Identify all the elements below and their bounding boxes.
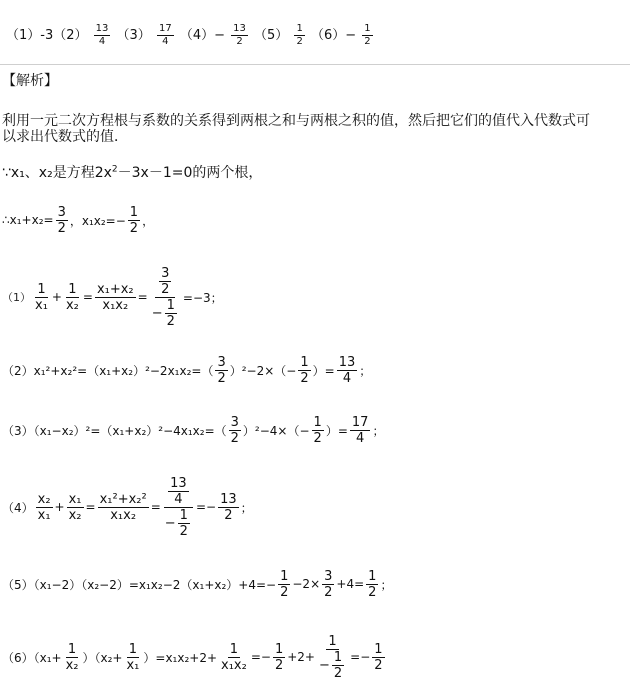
p1-term-1: $\frac{1}{\text{x₁}}$ (35, 281, 48, 313)
answer-5-label: （5） (254, 28, 289, 43)
answer-3-label: （3） (116, 28, 151, 43)
intro-line-2: 以求出代数式的值． (2, 129, 128, 145)
product-fraction: $\frac{1}{2}$ (129, 204, 139, 236)
answer-4-fraction: $\frac{13}{2}$ (233, 23, 246, 47)
answer-5-fraction: $\frac{1}{2}$ (296, 23, 303, 47)
answer-1-2-text: （1）-3（2） (6, 28, 88, 43)
part-4: （4） $\frac{\text{x₂}}{\text{x₁}}$ + $\frac{\text{x₁}}{\text{x₂}}$ = $\frac{\text{x₁²+x₂²}}{\text{x₁x₂}}$ = $\frac{13}{4}$ − $\frac{1}{2}$ =− $\frac{13}{2}$ ； (2, 475, 253, 539)
p4-complex-fraction: $\frac{13}{4}$ − $\frac{1}{2}$ (163, 477, 194, 538)
p6-complex-fraction: 1 − $\frac{1}{2}$ (318, 633, 343, 681)
part-5: （5）（x₁−2）（x₂−2）=x₁x₂−2（x₁+x₂）+4=− $\frac{1}{2}$ −2× $\frac{3}{2}$ +4= $\frac{1}{2}$ ； (2, 568, 393, 600)
answer-6-label: （6）− (310, 28, 357, 43)
given-statement: ∵x₁、x₂是方程$2x^2-3x-1=0$的两个根， (2, 164, 263, 181)
answer-6-fraction: $\frac{1}{2}$ (364, 23, 371, 47)
p1-term-2: $\frac{1}{\text{x₂}}$ (65, 281, 79, 313)
answer-line (6, 24, 375, 47)
part-2: （2）x₁²+x₂²=（x₁+x₂）²−2x₁x₂=（ $\frac{3}{2}$ ）²−2×（− $\frac{1}{2}$ ）= $\frac{13}{4}$ ； (2, 354, 372, 386)
part-3: （3）（x₁−x₂）²=（x₁+x₂）²−4x₁x₂=（ $\frac{3}{2}$ ）²−4×（− $\frac{1}{2}$ ）= $\frac{17}{4}$ ； (2, 414, 385, 446)
part-6: （6）（x₁+ $\frac{1}{\text{x₂}}$ ）（x₂+ $\frac{1}{\text{x₁}}$ ）=x₁x₂+2+ $\frac{1}{\text{x₁x₂}}$ =− $\frac{1}{2}$ +2+ 1 − $\frac{1}{2}$ =− $\frac{1}{2}$ (2, 633, 383, 681)
vieta-relations: ∴x₁+x₂= $\frac{3}{2}$ ，x₁x₂=− $\frac{1}{2}$ ， (2, 204, 155, 236)
part-1: （1） $\frac{1}{\text{x₁}}$ + $\frac{1}{\text{x₂}}$ = $\frac{\text{x₁+x₂}}{\text{x₁x₂}}$ = $\frac{3}{2}$ − $\frac{1}{2}$ =−3； (2, 265, 223, 329)
p1-term-3: $\frac{\text{x₁+x₂}}{\text{x₁x₂}}$ (96, 281, 134, 313)
p1-complex-fraction: $\frac{3}{2}$ − $\frac{1}{2}$ (151, 265, 175, 329)
answer-2-fraction: $\frac{13}{4}$ (95, 23, 109, 47)
answer-3-fraction: $\frac{17}{4}$ (158, 23, 172, 47)
answer-4-label: （4）− (179, 28, 225, 43)
section-title: 【解析】 (2, 73, 58, 89)
intro-line-1: 利用一元二次方程根与系数的关系得到两根之和与两根之积的值，然后把它们的值代入代数式可 (2, 113, 590, 129)
sum-fraction: $\frac{3}{2}$ (57, 204, 66, 236)
divider (0, 64, 630, 65)
